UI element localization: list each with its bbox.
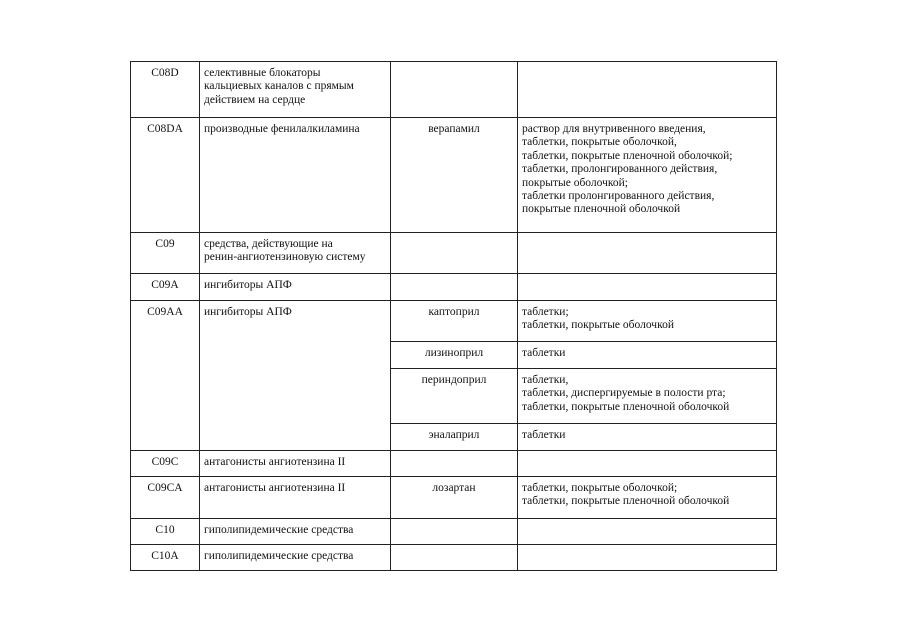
group-name: гиполипидемические средства [200,519,391,545]
atc-code: C10A [131,545,200,571]
atc-code: C09 [131,233,200,274]
inn-cell: каптоприл [391,301,518,342]
group-name: производные фенилалкиламина [200,118,391,233]
inn-cell [391,274,518,301]
atc-code: C09C [131,451,200,477]
atc-code: C08D [131,62,200,118]
table-row [131,451,777,477]
table-row [131,519,777,545]
atc-code: C09A [131,274,200,301]
table-row [131,301,777,342]
atc-code: C09CA [131,477,200,519]
table-row [131,62,777,118]
inn-cell [391,62,518,118]
group-name: средства, действующие на ренин-ангиотензиновую систему [200,233,391,274]
group-name: селективные блокаторы кальциевых каналов с прямым действием на сердце [200,62,391,118]
group-name: гиполипидемические средства [200,545,391,571]
dosage-forms [518,233,777,274]
dosage-forms: таблетки [518,424,777,451]
dosage-forms: таблетки [518,342,777,369]
inn-cell: лизиноприл [391,342,518,369]
table-row [131,118,777,233]
dosage-forms: раствор для внутривенного введения, таблетки, покрытые оболочкой, таблетки, покрытые пленочной оболочкой; таблетки, пролонгированного действия, покрытые оболочкой; таблетки пролонгированного действия, покрытые пленочной оболочкой [518,118,777,233]
inn-cell: периндоприл [391,369,518,424]
dosage-forms [518,545,777,571]
inn-cell [391,545,518,571]
table-row [131,545,777,571]
atc-code: C09AA [131,301,200,451]
inn-cell: верапамил [391,118,518,233]
inn-cell: лозартан [391,477,518,519]
table-row [131,477,777,519]
group-name: антагонисты ангиотензина II [200,477,391,519]
dosage-forms [518,451,777,477]
atc-code: C10 [131,519,200,545]
dosage-forms [518,519,777,545]
inn-cell [391,451,518,477]
atc-code: C08DA [131,118,200,233]
table-row [131,274,777,301]
inn-cell: эналаприл [391,424,518,451]
inn-cell [391,519,518,545]
group-name: ингибиторы АПФ [200,301,391,451]
group-name: ингибиторы АПФ [200,274,391,301]
inn-cell [391,233,518,274]
table-row [131,233,777,274]
drug-table [130,61,777,571]
group-name: антагонисты ангиотензина II [200,451,391,477]
dosage-forms: таблетки, покрытые оболочкой; таблетки, покрытые пленочной оболочкой [518,477,777,519]
dosage-forms: таблетки, таблетки, диспергируемые в полости рта; таблетки, покрытые пленочной оболочкой [518,369,777,424]
dosage-forms [518,62,777,118]
dosage-forms [518,274,777,301]
dosage-forms: таблетки; таблетки, покрытые оболочкой [518,301,777,342]
